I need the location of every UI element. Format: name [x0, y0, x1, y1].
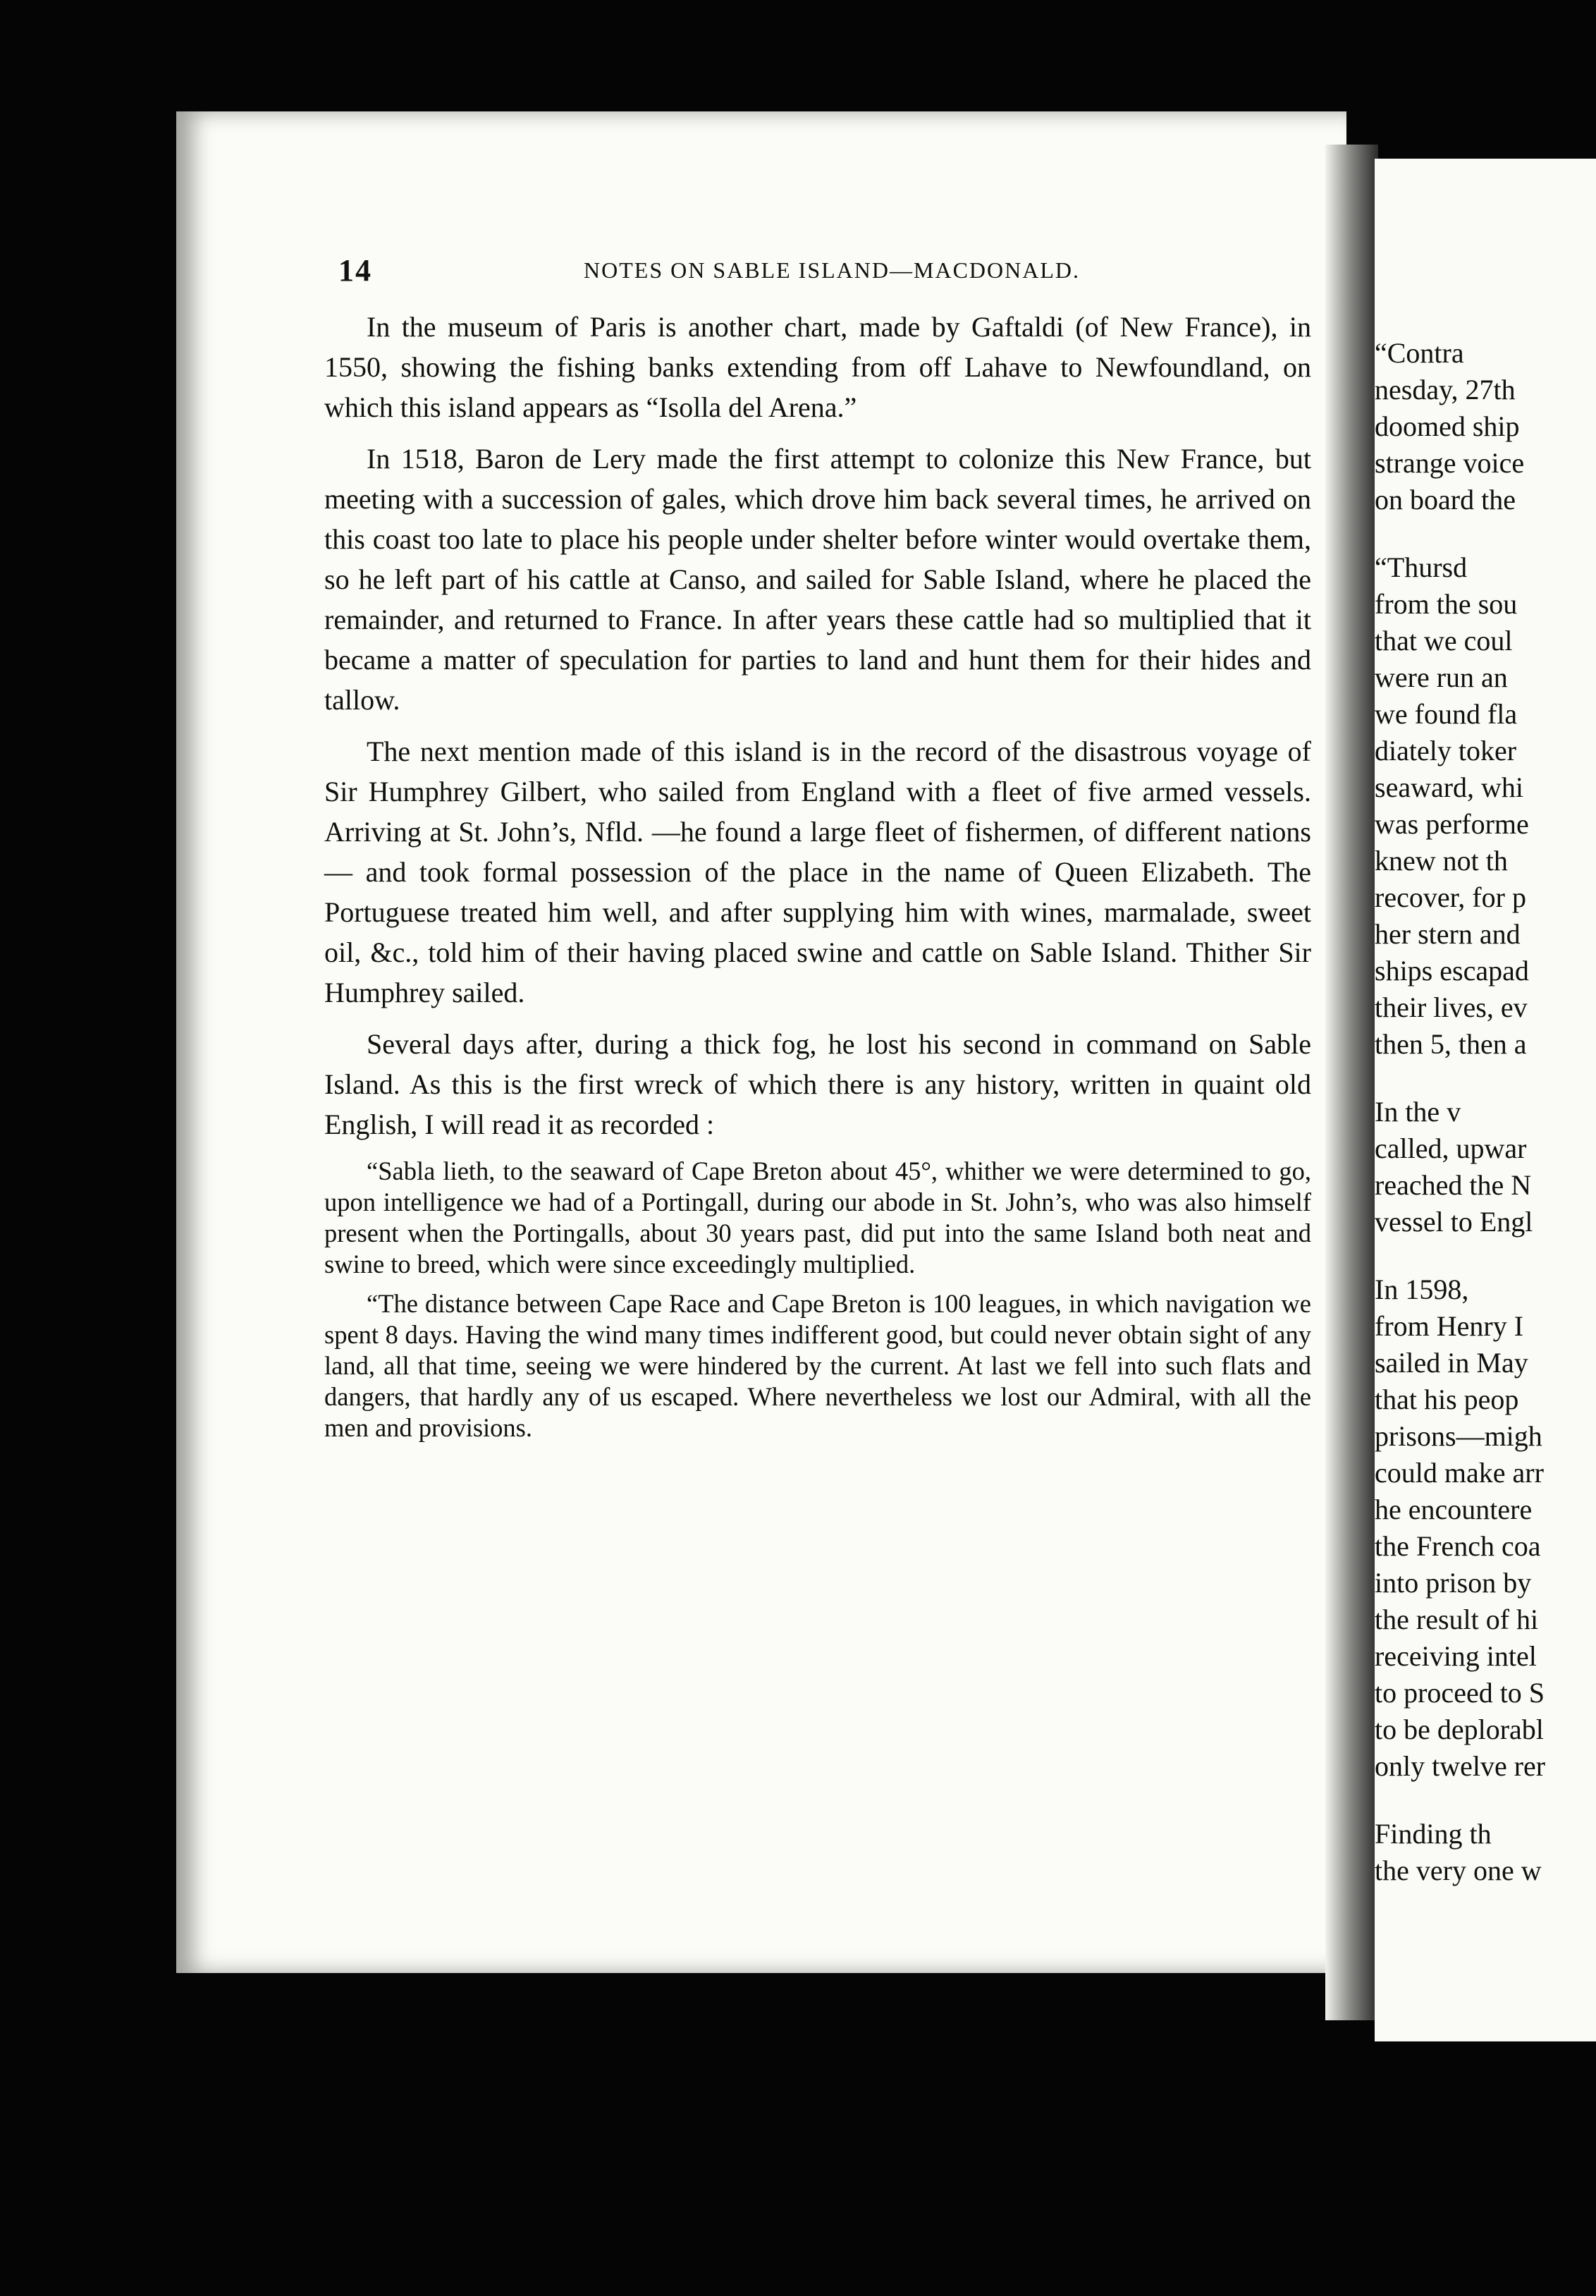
paragraph-chart: In the museum of Paris is another chart, made by Gaftaldi (of New France), in 1550, showing the fishing banks extending from off Lahave to Newfoundland, on which this island appears as “Isolla del Arena.”	[324, 311, 1311, 423]
right-page-line: on board the	[1375, 484, 1516, 515]
right-page-line: strange voice	[1375, 447, 1525, 479]
right-page-line: he encountere	[1375, 1494, 1533, 1525]
quoted-paragraph: “Sabla lieth, to the seaward of Cape Breton about 45°, whither we were determined to go, upon intelligence we had of a Portingall, during our abode in St. John’s, who was also himself present when the Portingalls, about 30 years past, did put into the same Island both neat and swine to breed, which were since exceedingly multiplied.	[324, 1156, 1311, 1278]
right-page-line: to proceed to S	[1375, 1677, 1545, 1709]
right-page-line: seaward, whi	[1375, 771, 1524, 803]
right-page-line: receiving intel	[1375, 1640, 1537, 1672]
right-page-line: diately toker	[1375, 735, 1517, 767]
page-title: NOTES ON SABLE ISLAND—MACDONALD.	[584, 257, 1080, 283]
right-page-line: In the v	[1375, 1096, 1461, 1128]
right-page-line: nesday, 27th	[1375, 374, 1516, 405]
right-page-line: their lives, ev	[1375, 991, 1528, 1023]
right-page-line: could make arr	[1375, 1457, 1544, 1489]
right-page-line: knew not th	[1375, 845, 1508, 877]
right-page-line: sailed in May	[1375, 1347, 1528, 1379]
right-page-line: were run an	[1375, 661, 1508, 693]
right-page-line: vessel to Engl	[1375, 1206, 1533, 1238]
right-page-line: into prison by	[1375, 1567, 1532, 1599]
right-page-line: “Contra	[1375, 337, 1464, 369]
right-page-line: recover, for p	[1375, 881, 1526, 913]
book-gutter	[1325, 145, 1378, 2020]
paragraph-gap	[1375, 1063, 1596, 1094]
right-page-line: that we coul	[1375, 625, 1513, 657]
right-page-line: only twelve rer	[1375, 1750, 1546, 1782]
paragraph-de-lery: In 1518, Baron de Lery made the first attempt to colonize this New France, but meeting with a succession of gales, which drove him back several times, he arrived on this coast too late to place his people under shelter before winter would overtake them, so he left part of his cattle at Canso, and sailed for Sable Island, where he placed the remainder, and returned to France. In after years these cattle had so multiplied that it became a matter of speculation for parties to land and hunt them for their hides and tallow.	[324, 443, 1311, 716]
right-page-line: “Thursd	[1375, 551, 1468, 583]
paragraph-gap	[1375, 1240, 1596, 1271]
right-page-line: from the sou	[1375, 588, 1518, 620]
right-page-text	[1375, 335, 1596, 1889]
paragraph-gap	[1375, 1785, 1596, 1816]
right-page-line: was performe	[1375, 808, 1529, 840]
paragraph-wreck: Several days after, during a thick fog, he lost his second in command on Sable Island. As this is the first wreck of which there is any history, written in quaint old English, I will read it as recorded :	[324, 1028, 1311, 1140]
right-page-line: doomed ship	[1375, 410, 1520, 442]
right-page-line: the result of hi	[1375, 1604, 1539, 1635]
right-page-line: we found fla	[1375, 698, 1518, 730]
paragraph-gap	[1375, 518, 1596, 549]
right-page-line: then 5, then a	[1375, 1028, 1527, 1060]
left-page-text	[324, 250, 1311, 1452]
running-head	[324, 250, 1311, 307]
right-page-line: prisons—migh	[1375, 1420, 1542, 1452]
right-page-line: reached the N	[1375, 1169, 1532, 1201]
quoted-paragraph: “The distance between Cape Race and Cape Breton is 100 leagues, in which navigation we spent 8 days. Having the wind many times indifferent good, but could never obtain sight of any land, all that time, seeing we were hindered by the current. At last we fell into such flats and dangers, that hardly any of us escaped. Where nevertheless we lost our Admiral, with all the men and provisions.	[324, 1289, 1311, 1442]
right-page-line: from Henry I	[1375, 1310, 1524, 1342]
right-page-line: Finding th	[1375, 1818, 1492, 1850]
right-page-line: the French coa	[1375, 1530, 1541, 1562]
right-page-line: In 1598,	[1375, 1274, 1469, 1305]
right-page-line: ships escapad	[1375, 955, 1529, 987]
right-page-line: called, upwar	[1375, 1132, 1527, 1164]
paragraph-gilbert: The next mention made of this island is in the record of the disastrous voyage of Sir Humphrey Gilbert, who sailed from England with a fleet of five armed vessels. Arriving at St. John’s, Nfld. —he found a large fleet of fishermen, of different nations— and took formal possession of the place in the name of Queen Elizabeth. The Portuguese treated him well, and after supplying him with wines, marmalade, sweet oil, &c., told him of their having placed swine and cattle on Sable Island. Thither Sir Humphrey sailed.	[324, 735, 1311, 1008]
page-number: 14	[338, 253, 372, 288]
right-page-line: that his peop	[1375, 1384, 1519, 1415]
right-page-line: to be deplorabl	[1375, 1714, 1544, 1745]
right-page-line: her stern and	[1375, 918, 1521, 950]
right-page-line: the very one w	[1375, 1855, 1542, 1886]
